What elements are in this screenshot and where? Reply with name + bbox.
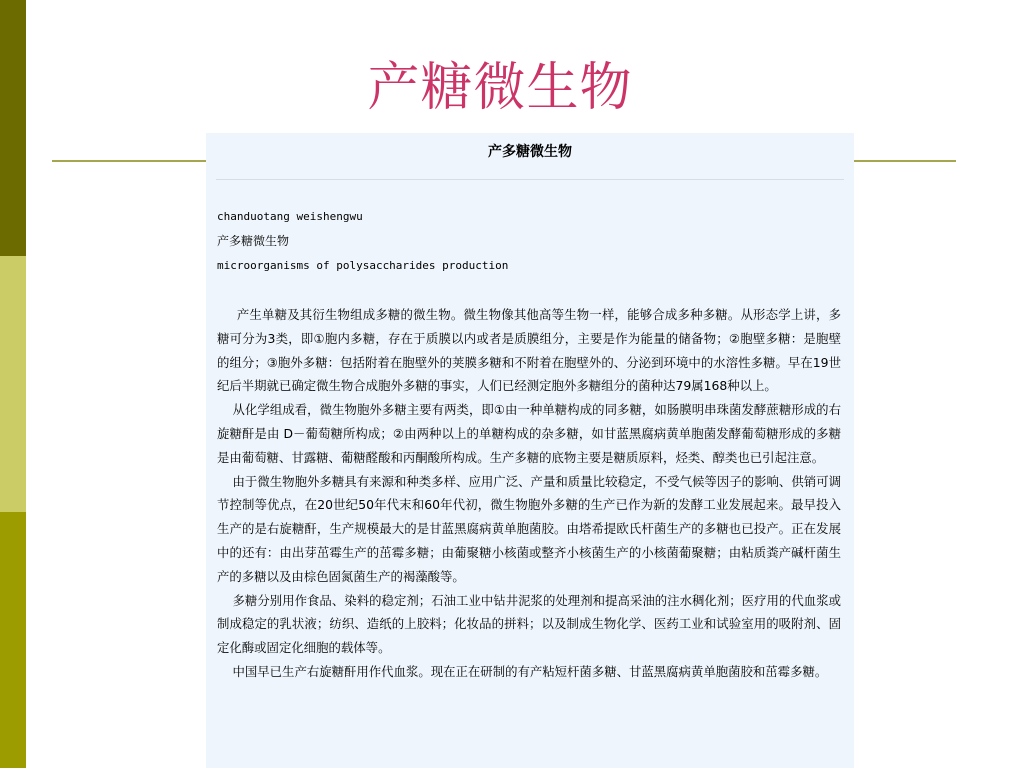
paragraph-chemistry: 从化学组成看，微生物胞外多糖主要有两类，即①由一种单糖构成的同多糖，如肠膜明串珠菌发酵蔗糖形成的右旋糖酐是由 D－葡萄糖所构成；②由两种以上的单糖构成的杂多糖，如甘蓝黑腐病黄单胞菌发酵葡萄糖形成的多糖是由葡萄糖、甘露糖、葡糖醛酸和丙酮酸所构成。生产多糖的底物主要是糖质原料，烃类、醇类也已引起注意。 — [217, 402, 841, 465]
sidebar-stripe-light — [0, 256, 26, 512]
article-panel — [206, 133, 854, 768]
english-term: microorganisms of polysaccharides production — [217, 259, 509, 272]
article-body — [217, 303, 841, 684]
pinyin-term: chanduotang weishengwu — [217, 210, 363, 223]
paragraph-morphology: 产生单糖及其衍生物组成多糖的微生物。微生物像其他高等生物一样，能够合成多种多糖。从形态学上讲，多糖可分为3类，即①胞内多糖，存在于质膜以内或者是质膜组分，主要是作为能量的储备物；②胞壁多糖：是胞壁的组分；③胞外多糖：包括附着在胞壁外的荚膜多糖和不附着在胞壁外的、分泌到环境中的水溶性多糖。早在19世纪后半期就已确定微生物合成胞外多糖的事实，人们已经测定胞外多糖组分的菌种达79属168种以上。 — [217, 307, 841, 394]
chinese-term: 产多糖微生物 — [217, 234, 290, 248]
paragraph-applications: 多糖分别用作食品、染料的稳定剂；石油工业中钻井泥浆的处理剂和提高采油的注水稠化剂；医疗用的代血浆或制成稳定的乳状液；纺织、造纸的上胶料；化妆品的拼料；以及制成生物化学、医药工业和试验室用的吸附剂、固定化酶或固定化细胞的载体等。 — [217, 592, 841, 656]
sidebar-stripe-olive — [0, 512, 26, 768]
article-heading-divider — [216, 179, 844, 180]
paragraph-production: 由于微生物胞外多糖具有来源和种类多样、应用广泛、产量和质量比较稳定，不受气候等因子的影响、供销可调节控制等优点，在20世纪50年代末和60年代初，微生物胞外多糖的生产已作为新的发酵工业发展起来。最早投入生产的是右旋糖酐，生产规模最大的是甘蓝黑腐病黄单胞菌胶。由塔希提欧氏杆菌生产的多糖也已投产。正在发展中的还有：由出芽茁霉生产的茁霉多糖；由葡聚糖小核菌或整齐小核菌生产的小核菌葡聚糖；由粘质粪产碱杆菌生产的多糖以及由棕色固氮菌生产的褐藻酸等。 — [217, 473, 841, 584]
sidebar-stripe-dark — [0, 0, 26, 256]
article-heading: 产多糖微生物 — [488, 144, 572, 160]
paragraph-china: 中国早已生产右旋糖酐用作代血浆。现在正在研制的有产粘短杆菌多糖、甘蓝黑腐病黄单胞菌胶和茁霉多糖。 — [232, 663, 828, 679]
slide-title: 产糖微生物 — [367, 58, 633, 118]
